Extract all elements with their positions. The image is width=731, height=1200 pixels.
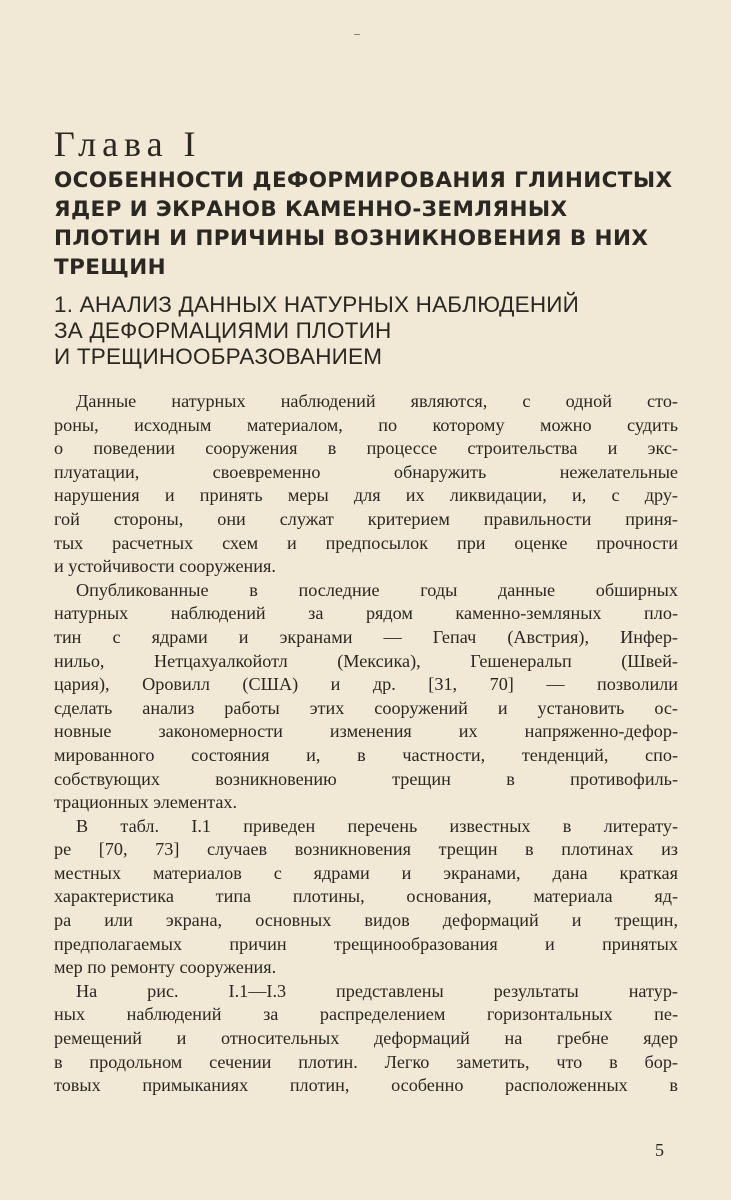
section-title-line: ЗА ДЕФОРМАЦИЯМИ ПЛОТИН	[54, 318, 392, 343]
chapter-title-line: ЯДЕР И ЭКРАНОВ КАМЕННО-ЗЕМЛЯНЫХ	[54, 197, 568, 222]
text-line: Данные натурных наблюдений являются, с одной сто-	[76, 391, 678, 411]
text-line: нарушения и принять меры для их ликвидации, и, с дру-	[54, 485, 678, 506]
text-line: новные закономерности изменения их напряженно-дефор-	[54, 721, 678, 742]
text-line: тин с ядрами и экранами — Гепач (Австрия), Инфер-	[54, 626, 678, 647]
text-line: Опубликованные в последние годы данные обширных	[76, 579, 678, 600]
chapter-title	[54, 166, 704, 282]
text-line: мер по ремонту сооружения.	[54, 957, 277, 978]
chapter-title-line: ОСОБЕННОСТИ ДЕФОРМИРОВАНИЯ ГЛИНИСТЫХ	[54, 168, 673, 193]
text-line: нильо, Нетцахуалкойотл (Мексика), Гешенеральп (Швей-	[54, 650, 678, 671]
section-title-line: И ТРЕЩИНООБРАЗОВАНИЕМ	[54, 344, 383, 369]
section-title	[54, 292, 704, 370]
text-line: и устойчивости сооружения.	[54, 556, 276, 577]
chapter-heading: Глава I	[54, 124, 202, 164]
body-text	[54, 390, 678, 1098]
text-line: трационных элементах.	[54, 792, 238, 813]
text-line: роны, исходным материалом, по которому можно судить	[54, 414, 678, 435]
text-line: предполагаемых причин трещинообразования и принятых	[54, 933, 678, 954]
text-line: в продольном сечении плотин. Легко заметить, что в бор-	[54, 1051, 678, 1072]
chapter-title-line: ТРЕЩИН	[54, 255, 166, 280]
text-line: На рис. I.1—I.3 представлены результаты натур-	[76, 980, 678, 1001]
text-line: плуатации, своевременно обнаружить нежелательные	[54, 461, 678, 482]
text-line: собствующих возникновению трещин в противофиль-	[54, 768, 678, 789]
text-line: гой стороны, они служат критерием правильности приня-	[54, 508, 678, 529]
text-line: тых расчетных схем и предпосылок при оценке прочности	[54, 532, 678, 553]
text-line: товых примыканиях плотин, особенно расположенных в	[54, 1075, 678, 1096]
section-title-line: 1. АНАЛИЗ ДАННЫХ НАТУРНЫХ НАБЛЮДЕНИЙ	[54, 292, 580, 317]
text-line: характеристика типа плотины, основания, материала яд-	[54, 886, 678, 907]
text-line: о поведении сооружения в процессе строительства и экс-	[54, 438, 678, 459]
text-line: ных наблюдений за распределением горизонтальных пе-	[54, 1004, 678, 1025]
text-line: В табл. I.1 приведен перечень известных в литерату-	[76, 815, 678, 836]
text-line: ре [70, 73] случаев возникновения трещин в плотинах из	[54, 839, 678, 860]
print-mark	[354, 34, 360, 35]
text-line: местных материалов с ядрами и экранами, дана краткая	[54, 862, 678, 883]
text-line: ра или экрана, основных видов деформаций и трещин,	[54, 910, 678, 931]
chapter-title-line: ПЛОТИН И ПРИЧИНЫ ВОЗНИКНОВЕНИЯ В НИХ	[54, 226, 649, 251]
text-line: цария), Оровилл (США) и др. [31, 70] — позволили	[54, 674, 678, 695]
text-line: мированного состояния и, в частности, тенденций, спо-	[54, 744, 678, 765]
text-line: сделать анализ работы этих сооружений и установить ос-	[54, 697, 678, 718]
page-number: 5	[655, 1140, 664, 1160]
text-line: натурных наблюдений за рядом каменно-земляных пло-	[54, 603, 678, 624]
text-line: ремещений и относительных деформаций на гребне ядер	[54, 1028, 678, 1049]
